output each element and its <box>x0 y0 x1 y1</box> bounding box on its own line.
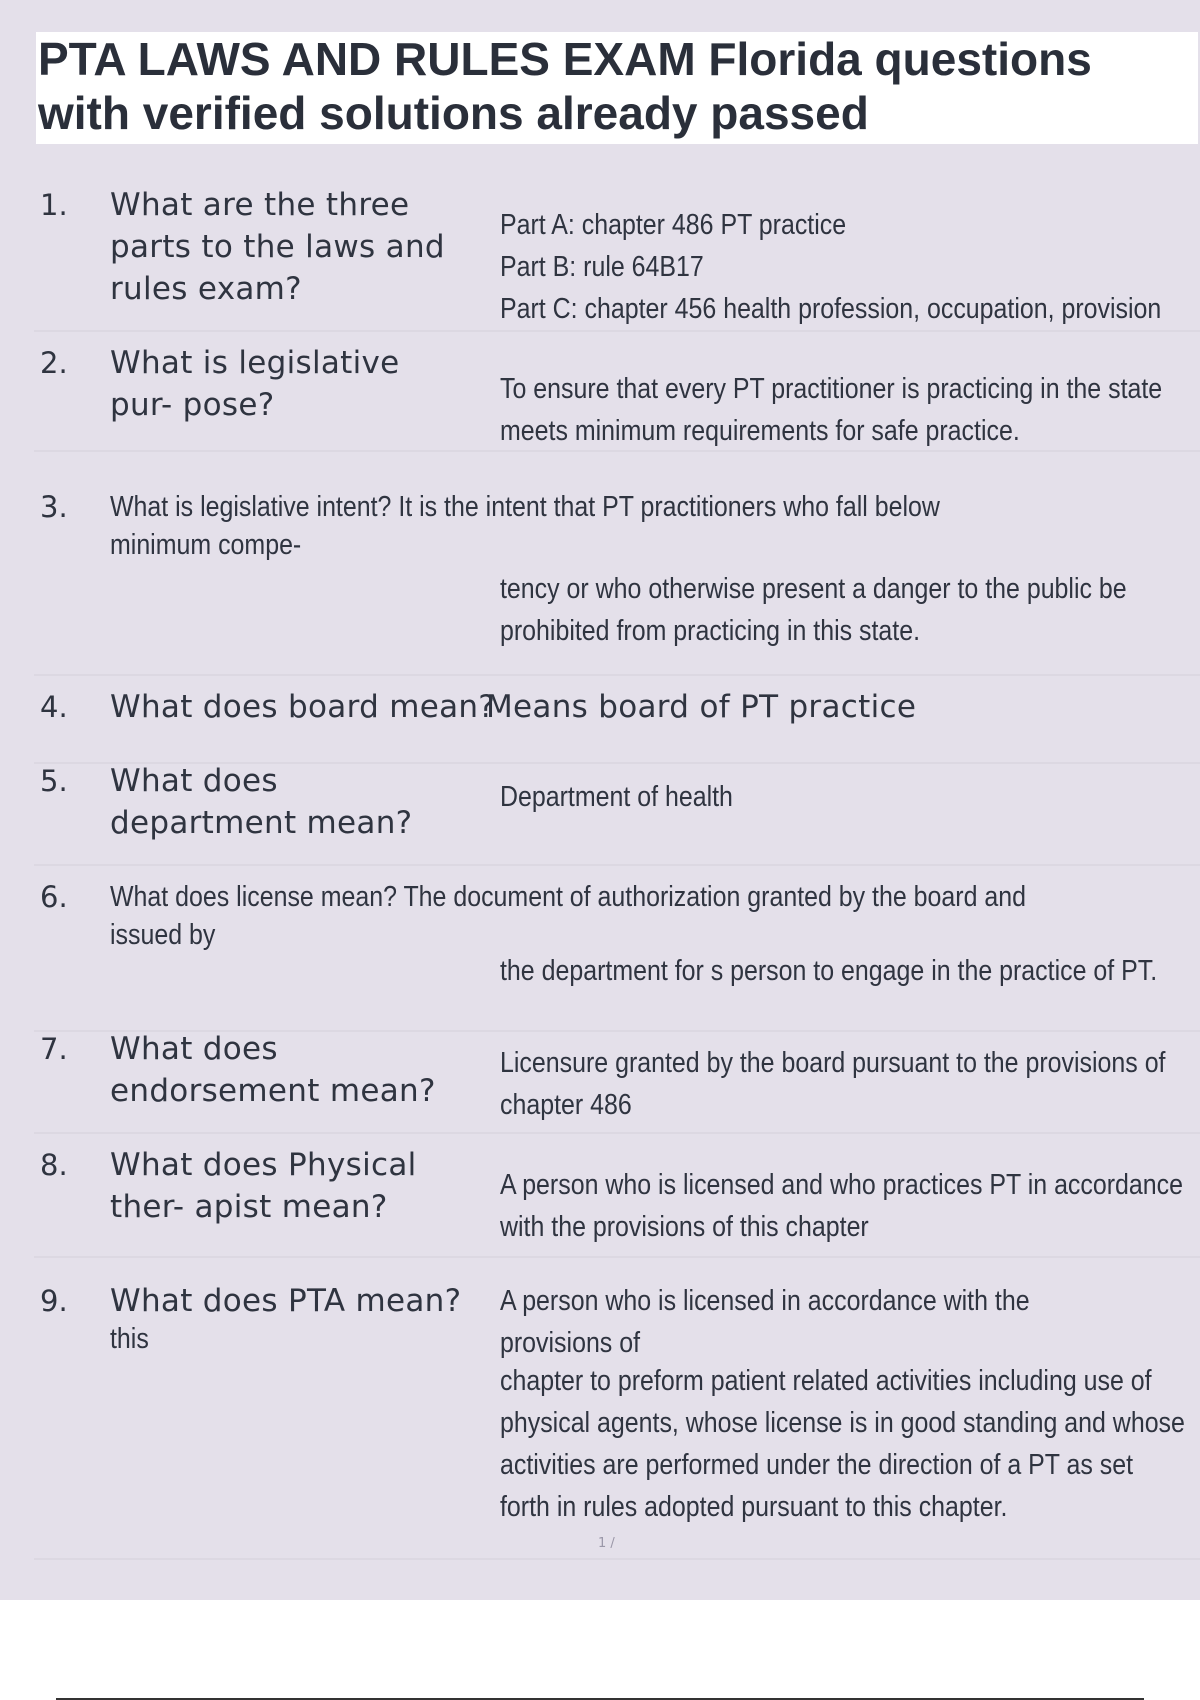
item-number: 3. <box>40 490 68 524</box>
question-text: What does department mean? <box>110 763 413 841</box>
answer-text: To ensure that every PT practitioner is practicing in the state meets minimum requirements for safe practice. <box>500 373 1163 447</box>
row-divider <box>34 1256 1200 1258</box>
row-divider <box>34 450 1200 452</box>
row-divider <box>34 330 1200 332</box>
answer-inline-continuation: this <box>110 1323 149 1355</box>
question-text: What are the three parts to the laws and rules exam? <box>110 187 445 307</box>
item-number: 5. <box>40 764 68 798</box>
page-number: 1 / <box>598 1536 615 1551</box>
answer-text: Means board of PT practice <box>486 689 917 725</box>
answer-inline-text: A person who is licensed in accordance with the provisions of <box>500 1285 1030 1359</box>
item-number: 4. <box>40 690 68 724</box>
answer-text: chapter to preform patient related activities including use of physical agents, whose license is in good standing and whose activities are performed under the direction of a PT as set forth in rules adopted pursuant to this chapter. <box>500 1365 1185 1523</box>
question-text: What does Physical ther- apist mean? <box>110 1147 417 1225</box>
answer-text: Part A: chapter 486 PT practice Part B: rule 64B17 Part C: chapter 456 health profession, occupation, provision <box>500 209 1162 325</box>
item-number: 2. <box>40 346 68 380</box>
row-divider <box>34 1558 1200 1560</box>
page-title: PTA LAWS AND RULES EXAM Florida questions with verified solutions already passed <box>38 33 1092 139</box>
answer-text: the department for s person to engage in the practice of PT. <box>500 955 1158 987</box>
row-divider <box>34 864 1200 866</box>
question-inline-text: What does license mean? The document of authorization granted by the board and issued by <box>110 881 1026 951</box>
row-divider <box>34 674 1200 676</box>
question-text: What is legislative pur- pose? <box>110 345 400 423</box>
item-number: 1. <box>40 188 68 222</box>
question-text: What does PTA mean? <box>110 1283 462 1319</box>
item-number: 9. <box>40 1284 68 1318</box>
answer-text: tency or who otherwise present a danger to the public be prohibited from practicing in this state. <box>500 573 1127 647</box>
question-text: What does endorsement mean? <box>110 1031 436 1109</box>
item-number: 6. <box>40 880 68 914</box>
answer-text: Licensure granted by the board pursuant to the provisions of chapter 486 <box>500 1047 1166 1121</box>
answer-text: Department of health <box>500 781 733 813</box>
answer-text: A person who is licensed and who practices PT in accordance with the provisions of this chapter <box>500 1169 1184 1243</box>
item-number: 7. <box>40 1032 68 1066</box>
question-inline-text: What is legislative intent? It is the intent that PT practitioners who fall below minimum compe- <box>110 491 940 561</box>
question-text: What does board mean? <box>110 689 496 725</box>
item-number: 8. <box>40 1148 68 1182</box>
row-divider <box>34 1132 1200 1134</box>
